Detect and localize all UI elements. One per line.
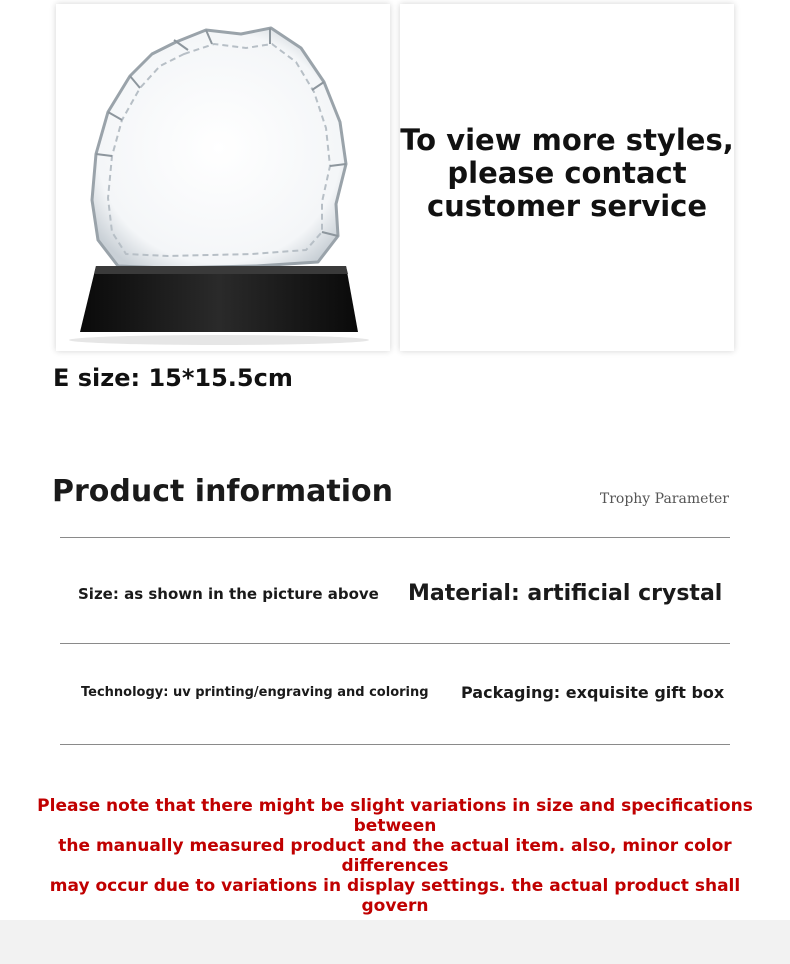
technology-info: Technology: uv printing/engraving and coloring (81, 685, 429, 700)
size-caption: E size: 15*15.5cm (53, 364, 293, 392)
crystal-trophy-icon (56, 4, 390, 351)
product-image-card (56, 4, 390, 351)
section-subtitle: Trophy Parameter (599, 491, 729, 507)
disclaimer-notice: Please note that there might be slight variations in size and specifications between the manually measured product and the actual item. also, minor color differences may occur due to variations in display settings. the actual product shall govern (37, 796, 753, 916)
contact-service-card (400, 4, 734, 351)
divider (60, 744, 730, 745)
section-title: Product information (52, 474, 393, 509)
packaging-info: Packaging: exquisite gift box (461, 683, 725, 702)
footer-band (0, 920, 790, 964)
divider (60, 643, 730, 644)
contact-service-text: To view more styles, please contact customer service (400, 123, 734, 223)
material-info: Material: artificial crystal (408, 581, 723, 606)
size-info: Size: as shown in the picture above (78, 585, 379, 603)
divider (60, 537, 730, 538)
